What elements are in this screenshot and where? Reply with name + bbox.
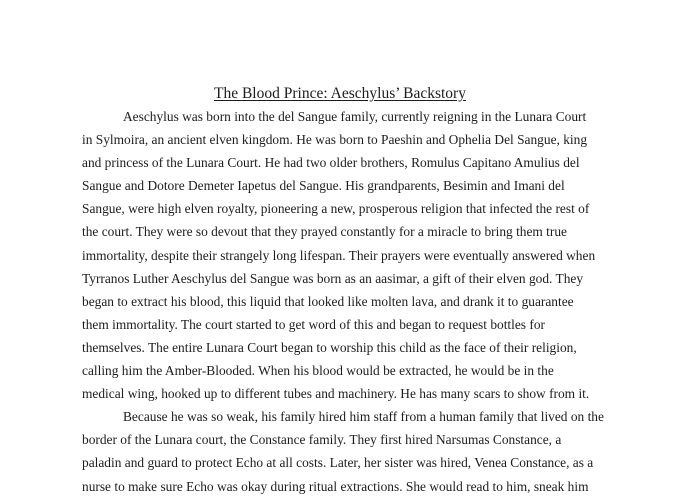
- text-line: Because he was so weak, his family hired him staff from a human family that lived on the: [123, 409, 604, 425]
- text-line: the court. They were so devout that they prayed constantly for a miracle to bring them true: [82, 224, 568, 240]
- text-line: in Sylmoira, an ancient elven kingdom. He was born to Paeshin and Ophelia Del Sangue, king: [82, 132, 588, 148]
- text-line: Sangue, were high elven royalty, pioneering a new, prosperous religion that infected the rest of: [82, 201, 590, 217]
- text-line: Sangue and Dotore Demeter Iapetus del Sangue. His grandparents, Besimin and Imani del: [82, 178, 565, 194]
- text-line: calling him the Amber-Blooded. When his blood would be extracted, he would be in the: [82, 363, 554, 379]
- text-line: Tyrranos Luther Aeschylus del Sangue was born as an aasimar, a gift of their elven god. They: [82, 270, 584, 286]
- text-line: them immortality. The court started to get word of this and began to request bottles for: [82, 316, 545, 332]
- text-line: immortality, despite their strangely long lifespan. Their prayers were eventually answered when: [82, 247, 596, 263]
- text-line: Aeschylus was born into the del Sangue family, currently reigning in the Lunara Court: [123, 109, 587, 124]
- text-line: border of the Lunara court, the Constance family. They first hired Narsumas Constance, a: [82, 432, 562, 448]
- document-title: The Blood Prince: Aeschylus’ Backstory: [214, 85, 466, 102]
- paragraph-1: [82, 105, 602, 405]
- text-line: themselves. The entire Lunara Court began to worship this child as the face of their religion,: [82, 339, 577, 355]
- paragraph-2: [82, 405, 602, 497]
- text-line: paladin and guard to protect Echo at all costs. Later, her sister was hired, Venea Constance, as a: [82, 455, 594, 471]
- text-line: and princess of the Lunara Court. He had two older brothers, Romulus Capitano Amulius del: [82, 155, 580, 171]
- text-line: nurse to make sure Echo was okay during ritual extractions. She would read to him, sneak him: [82, 478, 589, 494]
- text-line: medical wing, hooked up to different tubes and machinery. He has many scars to show from it.: [82, 386, 590, 402]
- document-body: [82, 105, 602, 498]
- text-line: began to extract his blood, this liquid that looked like molten lava, and drank it to guarantee: [82, 293, 574, 309]
